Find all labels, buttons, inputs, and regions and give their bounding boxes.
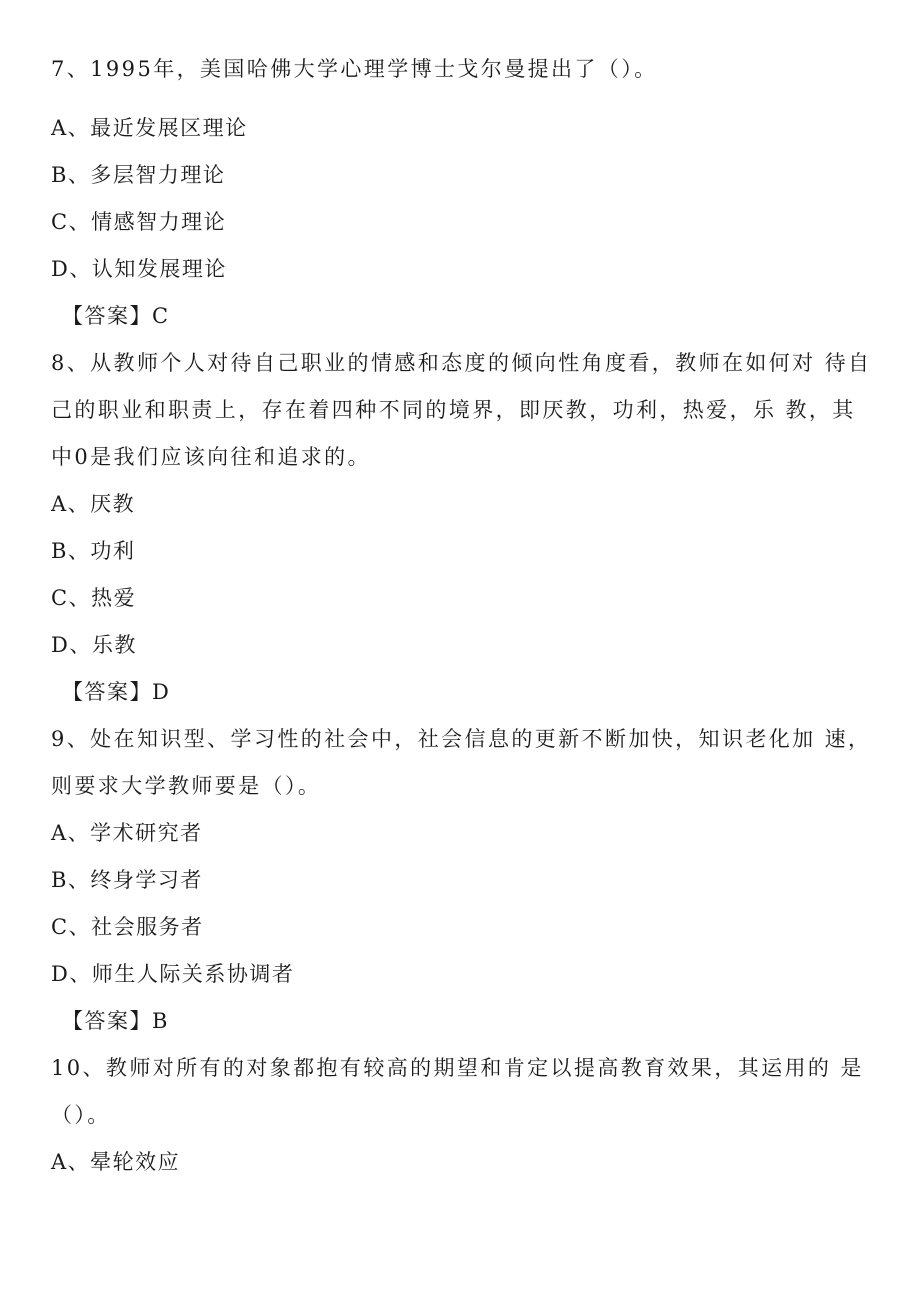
question-7-text: 7、1995年，美国哈佛大学心理学博士戈尔曼提出了（）。 [51, 57, 658, 81]
question-7-option-b: B、多层智力理论 [51, 163, 226, 187]
question-9-option-c: C、社会服务者 [51, 915, 204, 939]
question-10-text-line-2: （）。 [51, 1103, 111, 1127]
question-7-option-c: C、情感智力理论 [51, 210, 227, 234]
question-9-answer: 【答案】B [62, 1009, 169, 1033]
question-8-text-line-1: 8、从教师个人对待自己职业的情感和态度的倾向性角度看，教师在如何对 待自 [51, 351, 872, 375]
question-8-option-a: A、厌教 [51, 492, 136, 516]
question-9-option-b: B、终身学习者 [51, 868, 203, 892]
question-9-option-d: D、师生人际关系协调者 [51, 962, 295, 986]
question-7-option-d: D、认知发展理论 [51, 257, 227, 281]
question-9-option-a: A、学术研究者 [51, 821, 203, 845]
question-8-answer: 【答案】D [62, 680, 171, 704]
question-9-text-line-2: 则要求大学教师要是（）。 [51, 774, 322, 798]
question-9-text-line-1: 9、处在知识型、学习性的社会中，社会信息的更新不断加快，知识老化加 速， [51, 727, 872, 751]
question-10-text-line-1: 10、教师对所有的对象都抱有较高的期望和肯定以提高教育效果，其运用的 是 [51, 1056, 864, 1080]
question-8-text-line-2: 己的职业和职责上，存在着四种不同的境界，即厌教，功利，热爱，乐 教，其 [51, 398, 856, 422]
question-7-option-a: A、最近发展区理论 [51, 116, 248, 140]
question-10-option-a: A、晕轮效应 [51, 1150, 181, 1174]
question-8-option-c: C、热爱 [51, 586, 137, 610]
question-7-answer: 【答案】C [62, 304, 170, 328]
question-8-option-b: B、功利 [51, 539, 136, 563]
question-8-option-d: D、乐教 [51, 633, 137, 657]
question-8-text-line-3: 中0是我们应该向往和追求的。 [51, 445, 371, 469]
